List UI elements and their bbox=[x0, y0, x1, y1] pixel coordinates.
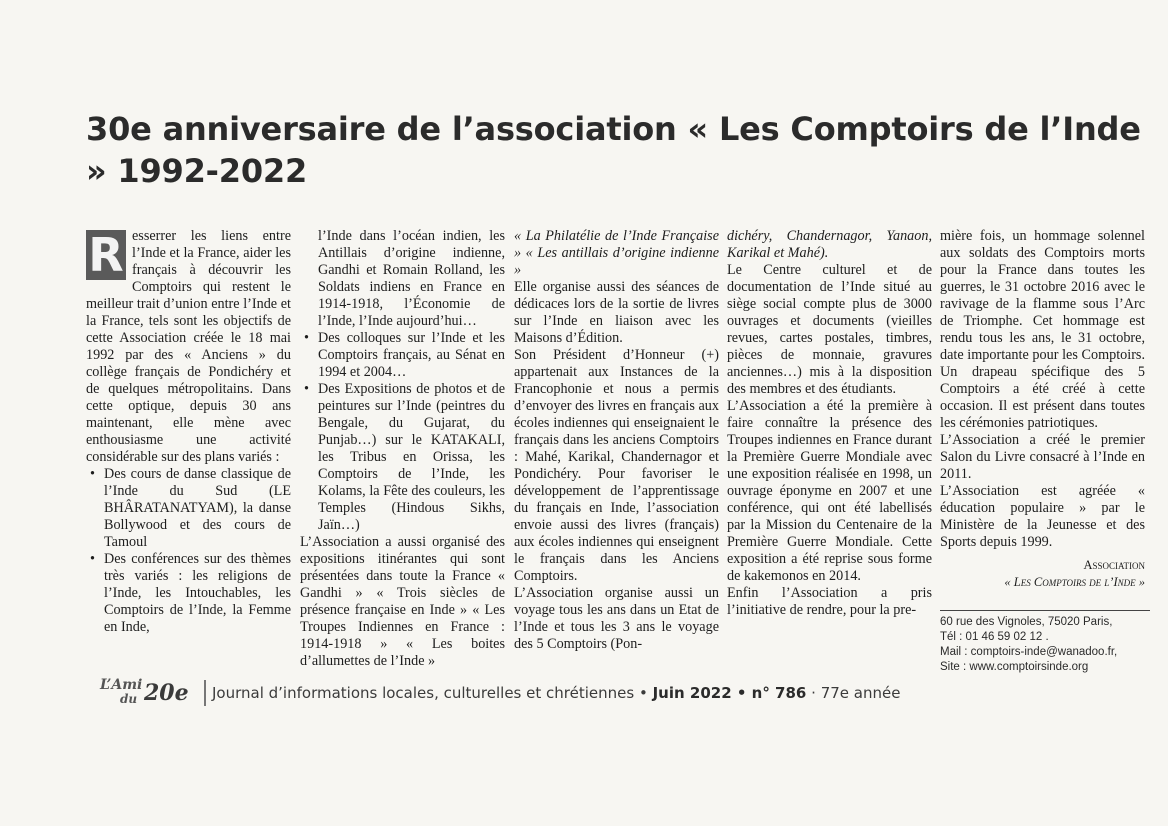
logo-text: du bbox=[120, 692, 138, 706]
paragraph: « La Philatélie de l’Inde Française » « Les antillais d’origine indienne » bbox=[514, 228, 719, 278]
paragraph: Le Centre culturel et de documentation de l’Inde situé au siège social compte plus de 3000 ouvrages et documents (vieilles revues, cartes postales, timbres, pièces de monnaie, gravures anciennes…) mis à la disposition des membres et des étudiants. bbox=[727, 262, 932, 397]
signature-line: « Les Comptoirs de l’Inde » bbox=[1004, 575, 1145, 589]
intro-paragraph: esserrer les liens entre l’Inde et la France, aider les français à découvrir les Comptoirs qui restent le meilleur trait d’union entre l’Inde et la France, tels sont les objectifs de cette Association créée le 18 mai 1992 par des « Anciens » du collège français de Pondichéry et de quelques métropolitains. Dans cette optique, depuis 30 ans maintenant, elle mène avec enthousiasme une activité considérable sur des plans variés : bbox=[86, 228, 291, 465]
year-info: · 77e année bbox=[811, 684, 901, 702]
paragraph: Enfin l’Association a pris l’initiative de rendre, pour la pre- bbox=[727, 585, 932, 618]
contact-address bbox=[940, 610, 1150, 675]
article-column-4 bbox=[727, 228, 932, 619]
paragraph: Son Président d’Honneur (+) appartenait aux Instances de la Francophonie et nous a permis d’envoyer des livres en français aux écoles indiennes qui enseignaient le français dans les anciens Comptoirs : Mahé, Karikal, Chandernagor et Pondichéry. Pour favoriser le développement de l’apprentissage du français en Inde, l’association envoie aussi des livres (français) aux écoles indiennes qui enseignent le français dans les Anciens Comptoirs. bbox=[514, 347, 719, 584]
address-phone: Tél : 01 46 59 02 12 . bbox=[940, 631, 1049, 643]
paragraph: L’Association organise aussi un voyage tous les ans dans un Etat de l’Inde et tous les 3 ans le voyage des 5 Comptoirs (Pon- bbox=[514, 585, 719, 652]
activities-list bbox=[86, 466, 291, 636]
journal-info-band bbox=[204, 680, 901, 706]
paragraph: dichéry, Chandernagor, Yanaon, Karikal et Mahé). bbox=[727, 228, 932, 261]
list-item: • Des colloques sur l’Inde et les Comptoirs français, au Sénat en 1994 et 2004… bbox=[300, 330, 505, 381]
article-column-2 bbox=[300, 228, 505, 670]
dropcap-letter: R bbox=[86, 230, 126, 280]
paragraph: L’Association est agréée « éducation populaire » par le Ministère de la Jeunesse et des Sports depuis 1999. bbox=[940, 483, 1145, 550]
paragraph: L’Association a créé le premier Salon du Livre consacré à l’Inde en 2011. bbox=[940, 432, 1145, 482]
article-column-3 bbox=[514, 228, 719, 653]
paragraph: mière fois, un hommage solennel aux soldats des Comptoirs morts pour la France dans toutes les guerres, le 31 octobre 2016 avec le ravivage de la flamme sous l’Arc de Triomphe. Cet hommage est rendu tous les ans, le 31 octobre, date importante pour les Comptoirs. Un drapeau spécifique des 5 Comptoirs a été créé à cette occasion. Il est présent dans toutes les cérémonies patriotiques. bbox=[940, 228, 1145, 431]
list-item: • Des conférences sur des thèmes très variés : les religions de l’Inde, les Intouchables, les Comptoirs de l’Inde, la Femme en Inde, bbox=[86, 551, 291, 636]
signature-line: Association bbox=[1083, 558, 1145, 572]
journal-footer bbox=[100, 676, 901, 710]
address-website: Site : www.comptoirsinde.org bbox=[940, 661, 1089, 673]
list-item: • Des cours de danse classique de l’Inde du Sud (LE BHÂRATANATYAM), la danse Bollywood et des cours de Tamoul bbox=[86, 466, 291, 551]
journal-logo bbox=[100, 676, 200, 710]
activities-list bbox=[300, 330, 505, 534]
paragraph: Elle organise aussi des séances de dédicaces lors de la sortie de livres sur l’Inde en liaison avec les Maisons d’Édition. bbox=[514, 279, 719, 346]
list-item: • Des Expositions de photos et de peintures sur l’Inde (peintres du Bengale, du Gujarat, du Punjab…) sur le KATAKALI, les Tribus en Orissa, les Comptoirs de l’Inde, les Kolams, la Fête des couleurs, les Temples (Hindous Sikhs, Jaïn…) bbox=[300, 381, 505, 534]
article-column-1 bbox=[86, 228, 291, 636]
signature bbox=[940, 557, 1145, 591]
logo-text: L’Ami bbox=[100, 677, 143, 693]
address-email: Mail : comptoirs-inde@wanadoo.fr, bbox=[940, 646, 1118, 658]
paragraph: L’Association a été la première à faire connaître la présence des Troupes indiennes en France durant la Première Guerre Mondiale avec une exposition réalisée en 1998, un ouvrage éponyme en 2007 et une conférence, qui ont été labellisés par la Mission du Centenaire de la Première Guerre Mondiale. Cette exposition a été reprise sous forme de kakemonos en 2014. bbox=[727, 398, 932, 584]
journal-name: Journal d’informations locales, culturelles et chrétiennes • bbox=[212, 684, 648, 702]
address-street: 60 rue des Vignoles, 75020 Paris, bbox=[940, 616, 1113, 628]
article-title: 30e anniversaire de l’association « Les Comptoirs de l’Inde » 1992-2022 bbox=[86, 110, 1141, 190]
logo-number: 20e bbox=[144, 680, 189, 706]
issue-info: Juin 2022 • n° 786 bbox=[652, 684, 807, 702]
article-column-5 bbox=[940, 228, 1145, 591]
paragraph: L’Association a aussi organisé des expositions itinérantes qui sont présentées dans toute la France « Gandhi » « Trois siècles de présence française en Inde » « Les Troupes Indiennes en France : 1914-1918 » « Les boites d’allumettes de l’Inde » bbox=[300, 534, 505, 669]
paragraph: l’Inde dans l’océan indien, les Antillais d’origine indienne, Gandhi et Romain Rolland, les Soldats indiens en France en 1914-1918, l’Économie de l’Inde, l’Inde aujourd’hui… bbox=[318, 228, 505, 329]
